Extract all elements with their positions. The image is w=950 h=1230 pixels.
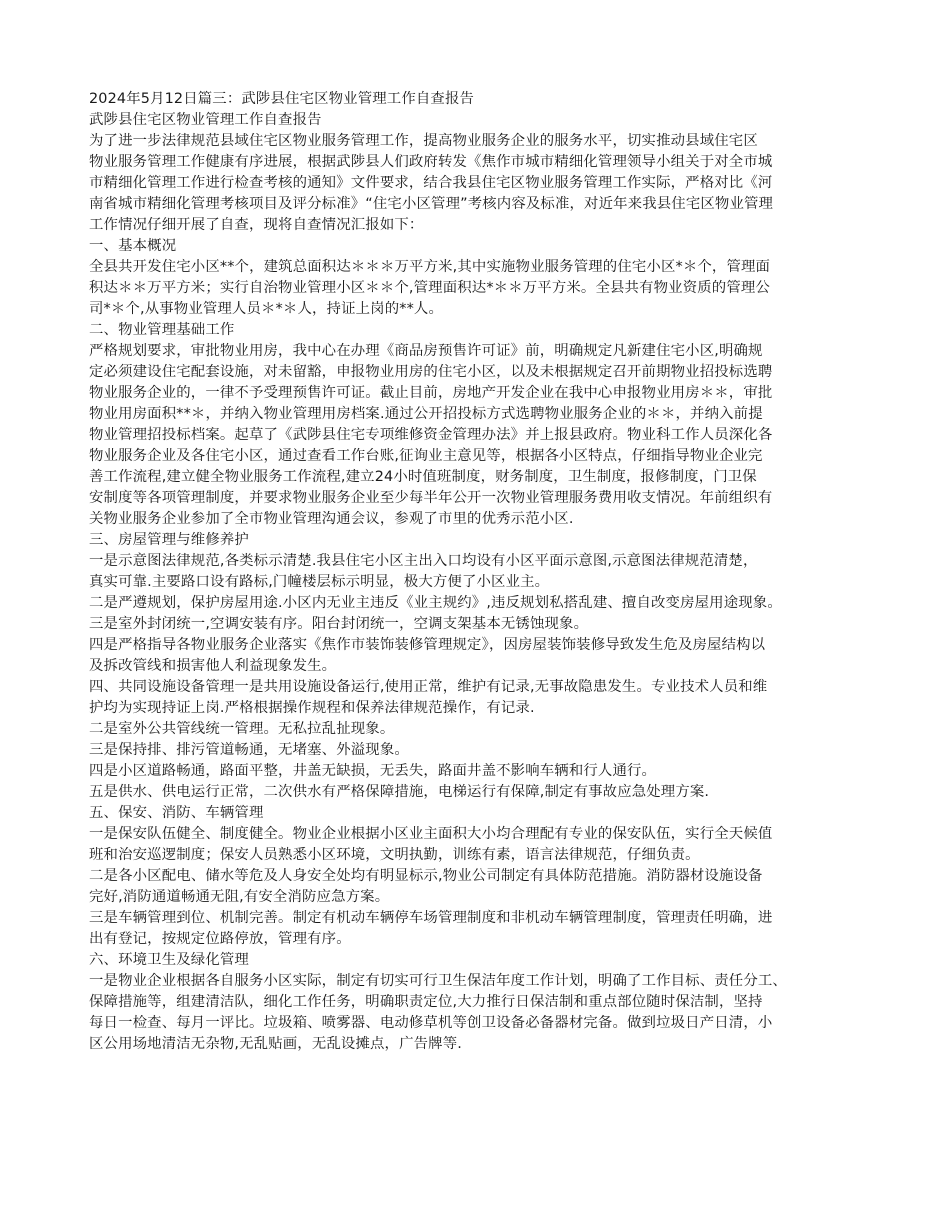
text-line: 二是室外公共管线统一管理。无私拉乱扯现象。 [89,721,395,737]
text-line: 出有登记，按规定位路停放，管理有序。 [89,931,351,947]
text-line: 三、房屋管理与维修养护 [89,532,249,548]
text-line: 物业服务企业及各住宅小区，通过查看工作台账,征询业主意见等，根据各小区特点，仔细指导物业企业完 [89,448,763,464]
text-line: 四是小区道路畅通，路面平整，井盖无缺损，无丢失，路面井盖不影响车辆和行人通行。 [89,763,657,779]
text-line: 及拆改管线和损害他人利益现象发生。 [89,658,337,674]
text-line: 物业管理招投标档案。起草了《武陟县住宅专项维修资金管理办法》并上报县政府。物业科工作人员深化各 [89,427,773,443]
text-line: 严格规划要求，审批物业用房，我中心在办理《商品房预售许可证》前，明确规定凡新建住宅小区,明确规 [89,343,763,359]
text-line: 一、基本概况 [89,238,177,254]
text-line: 关物业服务企业参加了全市物业管理沟通会议，参观了市里的优秀示范小区. [89,511,574,527]
text-line: 护均为实现持证上岗.严格根据操作规程和保养法律规范操作，有记录. [89,700,535,716]
text-line: 全县共开发住宅小区**个，建筑总面积达＊＊＊万平方米,其中实施物业服务管理的住宅小区*＊个，管理面 [89,259,771,275]
text-line: 三是保持排、排污管道畅通，无堵塞、外溢现象。 [89,742,409,758]
text-line: 市精细化管理工作进行检查考核的通知》文件要求，结合我县住宅区物业服务管理工作实际，严格对比《河 [89,175,773,191]
text-line: 一是保安队伍健全、制度健全。物业企业根据小区业主面积大小均合理配有专业的保安队伍，实行全天候值 [89,826,773,842]
document-body [89,89,864,1055]
text-line: 五是供水、供电运行正常，二次供水有严格保障措施，电梯运行有保障,制定有事故应急处理方案. [89,784,710,800]
text-line: 物业服务企业的，一律不予受理预售许可证。截止目前，房地产开发企业在我中心申报物业用房＊＊，审批 [89,385,773,401]
text-line: 南省城市精细化管理考核项目及评分标准》“住宅小区管理”考核内容及标准，对近年来我县住宅区物业管理 [89,196,774,212]
text-line: 二、物业管理基础工作 [89,322,235,338]
text-line: 积达＊＊万平方米；实行自治物业管理小区＊＊个,管理面积达*＊＊万平方米。全县共有物业资质的管理公 [89,280,770,296]
text-line: 为了进一步法律规范县域住宅区物业服务管理工作，提高物业服务企业的服务水平，切实推动县域住宅区 [89,133,758,149]
text-line: 司*＊个,从事物业管理人员＊*＊人，持证上岗的**人。 [89,301,444,317]
text-line: 一是示意图法律规范,各类标示清楚.我县住宅小区主出入口均设有小区平面示意图,示意图法律规范清楚， [89,553,758,569]
text-line: 善工作流程,建立健全物业服务工作流程,建立24小时值班制度，财务制度，卫生制度，报修制度，门卫保 [89,469,757,485]
text-line: 安制度等各项管理制度，并要求物业服务企业至少每半年公开一次物业管理服务费用收支情况。年前组织有 [89,490,773,506]
text-line: 保障措施等，组建清洁队，细化工作任务，明确职责定位,大力推行日保洁制和重点部位随时保洁制，坚持 [89,994,763,1010]
text-line: 完好,消防通道畅通无阻,有安全消防应急方案。 [89,889,390,905]
text-line: 物业用房面积**＊，并纳入物业管理用房档案.通过公开招投标方式选聘物业服务企业的＊＊，并纳入前提 [89,406,763,422]
text-line: 定必须建设住宅配套设施，对未留豁，申报物业用房的住宅小区，以及未根据规定召开前期物业招投标选聘 [89,364,773,380]
text-line: 四、共同设施设备管理一是共用设施设备运行,使用正常，维护有记录,无事故隐患发生。专业技术人员和维 [89,679,768,695]
text-line: 班和治安巡逻制度；保安人员熟悉小区环境，文明执勤，训练有素，语言法律规范，仔细负责。 [89,847,700,863]
text-line: 三是室外封闭统一,空调安装有序。阳台封闭统一，空调支架基本无锈蚀现象。 [89,616,589,632]
text-line: 区公用场地清洁无杂物,无乱贴画，无乱设摊点，广告牌等. [89,1036,462,1052]
text-line: 2024年5月12日篇三：武陟县住宅区物业管理工作自查报告 [89,91,475,107]
text-line: 五、保安、消防、车辆管理 [89,805,264,821]
text-line: 二是各小区配电、储水等危及人身安全处均有明显标示,物业公司制定有具体防范措施。消防器材设施设备 [89,868,763,884]
text-line: 武陟县住宅区物业管理工作自查报告 [89,112,322,128]
text-line: 六、环境卫生及绿化管理 [89,952,249,968]
text-line: 二是严遵规划，保护房屋用途.小区内无业主违反《业主规约》,违反规划私搭乱建、擅自改变房屋用途现象。 [89,595,782,611]
text-line: 三是车辆管理到位、机制完善。制定有机动车辆停车场管理制度和非机动车辆管理制度，管理责任明确，进 [89,910,773,926]
text-line: 一是物业企业根据各自服务小区实际，制定有切实可行卫生保洁年度工作计划，明确了工作目标、责任分工、 [89,973,787,989]
text-line: 四是严格指导各物业服务企业落实《焦作市装饰装修管理规定》，因房屋装饰装修导致发生危及房屋结构以 [89,637,766,653]
text-line: 物业服务管理工作健康有序进展，根据武陟县人们政府转发《焦作市城市精细化管理领导小组关于对全市城 [89,154,773,170]
text-line: 工作情况仔细开展了自查，现将自查情况汇报如下： [89,217,424,233]
text-line: 每日一检查、每月一评比。垃圾箱、喷雾器、电动修草机等创卫设备必备器材完备。做到垃圾日产日清，小 [89,1015,773,1031]
text-line: 真实可靠.主要路口设有路标,门幢楼层标示明显，极大方便了小区业主。 [89,574,550,590]
